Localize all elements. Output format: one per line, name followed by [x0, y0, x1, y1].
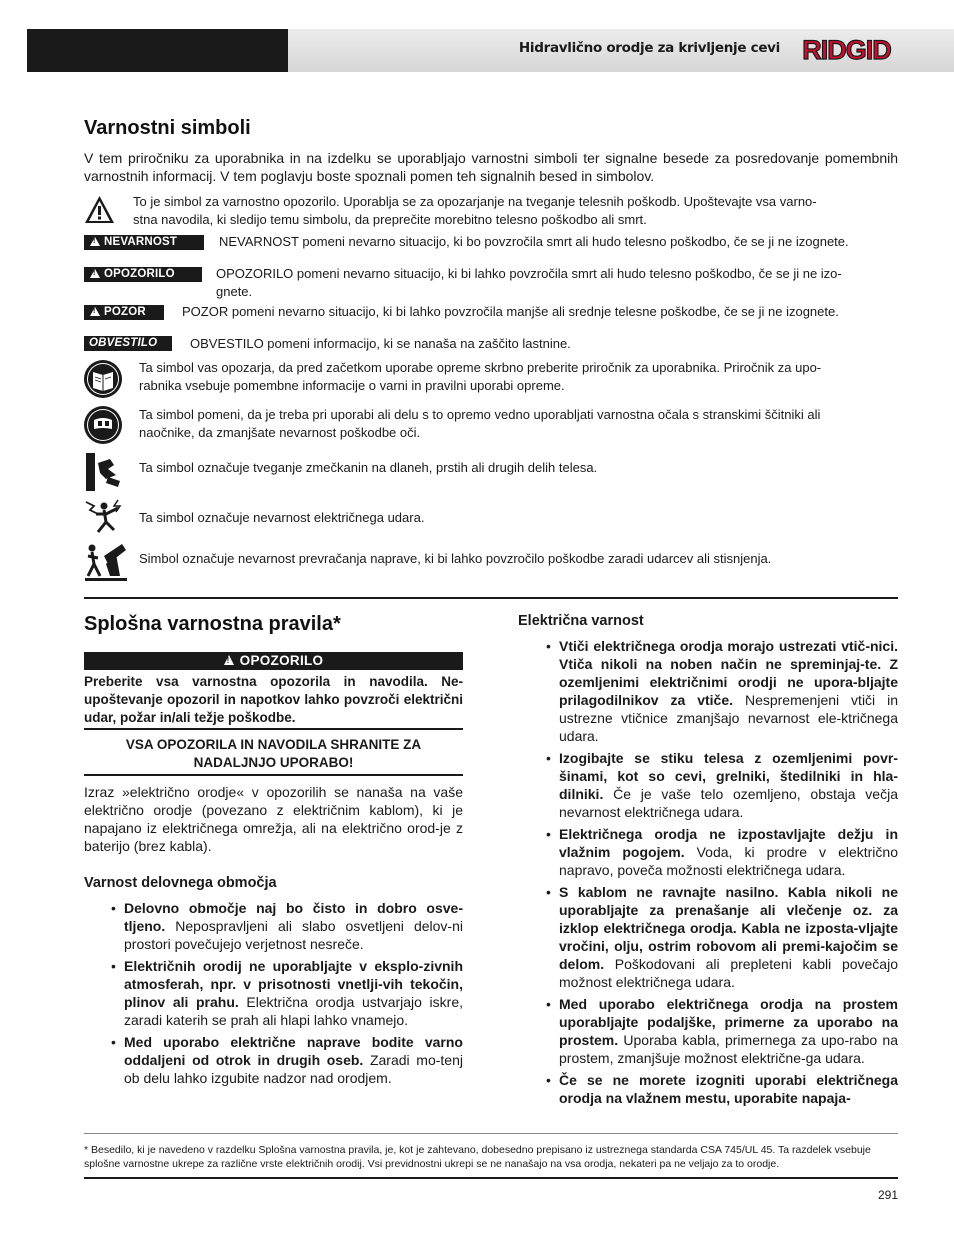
header-title: Hidravlično orodje za krivljenje cevi — [518, 40, 780, 56]
read-manual-icon — [83, 359, 123, 399]
goggles-text-line2: naočnike, da zmanjšate nevarnost poškodbe oči. — [139, 425, 421, 440]
danger-text: NEVARNOST pomeni nevarno situacijo, ki bo povzročila smrt ali hudo telesno poškodbo, če se ji ne izognete. — [219, 234, 849, 249]
caution-badge — [84, 305, 164, 320]
save-instructions-line2: NADALJNJO UPORABO! — [193, 755, 354, 770]
alert-text-line2: stna navodila, ki sledijo temu simbolu, da preprečite morebitno telesno poškodbo ali smrt. — [133, 212, 647, 227]
alert-mini-icon — [90, 269, 100, 278]
warning-text-line2: gnete. — [216, 284, 253, 299]
section-divider — [84, 597, 898, 599]
work-area-title: Varnost delovnega območja — [84, 875, 277, 891]
list-item: • Med uporabo električnega orodja na prostem uporabljajte podaljške, primerne za uporabo na prostem. Uporaba kabla, primernega za upo-rabo na prostem, zmanjšuje možnost električne-ga udara. — [559, 995, 898, 1067]
footnote: * Besedilo, ki je navedeno v razdelku Splošna varnostna pravila, je, kot je zahtevano, dobesedno prepisano iz ustreznega standarda CSA 745/UL 45. Ta razdelek vsebuje splošne varnostne ukrepe za različne vrste električnih orodij. Vsi previdnostni ukrepi se ne nanašajo na vsa orodja, nekateri pa ne veljajo za to orodje. — [84, 1144, 871, 1170]
caution-label: POZOR — [104, 306, 146, 318]
work-area-list — [124, 899, 463, 1087]
list-item: • Vtiči električnega orodja morajo ustrezati vtič-nici. Vtiča nikoli na noben način ne spreminjaj-te. Z ozemljenimi električnimi orodji ne upora-bljajte prilagodilnikov za vtiče. Nespremenjeni vtiči in ustrezne vtičnice zmanjšajo nevarnost ele-ktričnega udara. — [559, 637, 898, 745]
danger-badge — [84, 235, 204, 250]
goggles-text-line1: Ta simbol pomeni, da je treba pri uporabi ali delu s to opremo vedno uporabljati varnostna očala s stranskimi ščitniki ali — [139, 407, 821, 422]
alert-mini-icon — [224, 655, 234, 665]
list-item: • Izogibajte se stiku telesa z ozemljenimi povr-šinami, kot so cevi, grelniki, štedilniki in hla-dilniki. Če je vaše telo ozemljeno, obstaja večja nevarnost električnega udara. — [559, 749, 898, 821]
warning-text-line1: OPOZORILO pomeni nevarno situacijo, ki bi lahko povzročila smrt ali hudo telesno poškodbo, če se ji ne izo- — [216, 266, 842, 281]
svg-text:RIDGID: RIDGID — [802, 36, 891, 64]
footnote-divider — [84, 1133, 898, 1134]
warning-body: Preberite vsa varnostna opozorila in navodila. Ne-upoštevanje opozoril in napotkov lahko povzroči električni udar, požar in/ali težje poškodbe. — [84, 674, 463, 725]
shock-text: Ta simbol označuje nevarnost električnega udara. — [139, 510, 425, 525]
warning-bar-label: OPOZORILO — [239, 653, 324, 668]
section-title-safety-symbols: Varnostni simboli — [84, 117, 251, 139]
notice-label: OBVESTILO — [89, 337, 158, 349]
list-item: • Električnih orodij ne uporabljajte v eksplo-zivnih atmosferah, npr. v prisotnosti vnetlji-vih tekočin, plinov ali prahu. Električna orodja ustvarjajo iskre, zaradi katerih se prah ali hlapi lahko vnamejo. — [124, 957, 463, 1029]
ridgid-logo — [795, 36, 898, 64]
header-black-bar — [27, 29, 288, 72]
crush-text: Ta simbol označuje tveganje zmečkanin na dlaneh, prstih ali drugih delih telesa. — [139, 460, 598, 475]
alert-mini-icon — [90, 307, 100, 316]
divider-thick — [84, 774, 463, 776]
safety-goggles-icon — [83, 405, 123, 445]
list-item: • Če se ne morete izogniti uporabi električnega orodja na vlažnem mestu, uporabite napaja- — [559, 1071, 898, 1107]
alert-mini-icon — [90, 237, 100, 246]
tip-over-icon — [84, 540, 128, 582]
danger-label: NEVARNOST — [104, 236, 178, 248]
list-item: • Električnega orodja ne izpostavljajte dežju in vlažnim pogojem. Voda, ki prodre v električno napravo, poveča možnosti električnega udara. — [559, 825, 898, 879]
power-tool-term-paragraph: Izraz »električno orodje« v opozorilih se nanaša na vaše električno orodje (povezano z električnim kablom), ki je napajano iz električnega omrežja, ali na električno orod-je z baterijo (brez kabla). — [84, 784, 463, 854]
list-item: • Med uporabo električne naprave bodite varno oddaljeni od otrok in drugih oseb. Zaradi mo-tenj ob delu lahko izgubite nadzor nad orodjem. — [124, 1033, 463, 1087]
notice-badge — [84, 336, 172, 351]
footer-rule — [84, 1177, 898, 1179]
save-instructions-line1: VSA OPOZORILA IN NAVODILA SHRANITE ZA — [125, 737, 422, 752]
electrical-safety-list — [559, 637, 898, 1107]
page-number: 291 — [877, 1188, 898, 1202]
section-title-general-safety: Splošna varnostna pravila* — [84, 613, 341, 635]
warning-bar — [84, 652, 463, 670]
electric-shock-icon — [84, 498, 126, 538]
manual-text-line2: rabnika vsebuje pomembne informacije o varni in pravilni uporabi opreme. — [139, 378, 565, 393]
alert-text-line1: To je simbol za varnostno opozorilo. Uporablja se za opozarjanje na tveganje telesnih poškodb. Upoštevajte vsa varno- — [133, 194, 817, 209]
list-item: • Delovno območje naj bo čisto in dobro osve-tljeno. Nepospravljeni ali slabo osvetljeni delov-ni prostori povečujejo verjetnost nesreče. — [124, 899, 463, 953]
tip-text: Simbol označuje nevarnost prevračanja naprave, ki bi lahko povzročilo poškodbe zaradi udarcev ali stisnjenja. — [139, 551, 772, 566]
warning-badge — [84, 267, 202, 282]
warning-triangle-icon — [84, 195, 115, 224]
crush-hazard-icon — [84, 451, 124, 493]
electrical-safety-title: Električna varnost — [518, 613, 644, 629]
notice-text: OBVESTILO pomeni informacijo, ki se nanaša na zaščito lastnine. — [190, 336, 571, 351]
list-item: • S kablom ne ravnajte nasilno. Kabla nikoli ne uporabljajte za prenašanje ali vlečenje oz. za izklop električnega orodja. Kabla ne izposta-vljajte vročini, olju, ostrim robovom ali premi-kajočim se delom. Poškodovani ali prepleteni kabli povečajo možnost električnega udara. — [559, 883, 898, 991]
manual-text-line1: Ta simbol vas opozarja, da pred začetkom uporabe opreme skrbno preberite priročnik za uporabnika. Priročnik za upo- — [139, 360, 822, 375]
warning-label: OPOZORILO — [104, 268, 175, 280]
caution-text: POZOR pomeni nevarno situacijo, ki bi lahko povzročila manjše ali srednje telesne poškodbe, če se ji ne izognete. — [182, 304, 839, 319]
intro-paragraph: V tem priročniku za uporabnika in na izdelku se uporabljajo varnostni simboli ter signalne besede za posredovanje pomembnih varnostnih informacij. V tem poglavju boste spoznali pomen teh signalnih besed in simbolov. — [84, 150, 898, 184]
divider-thin — [84, 728, 463, 730]
